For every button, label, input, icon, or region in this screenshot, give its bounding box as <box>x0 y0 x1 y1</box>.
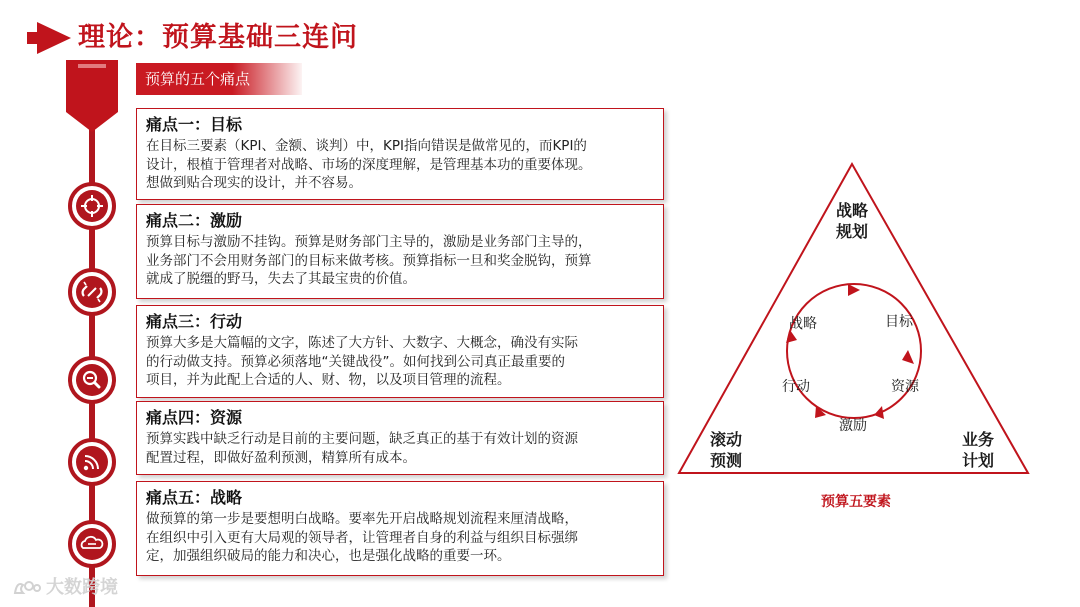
pain-point-body <box>146 334 653 390</box>
zoom-out-icon <box>70 358 114 402</box>
page-title: 理论：预算基础三连问 <box>78 22 358 53</box>
pain-point-title: 痛点一：目标 <box>146 115 243 134</box>
cycle-label-incentive: 激励 <box>839 418 867 434</box>
corner-top-label-line-2: 规划 <box>835 222 868 241</box>
pain-point-card-1 <box>136 108 664 200</box>
pain-point-line: 业务部门不会用财务部门的目标来做考核。预算指标一旦和奖金脱钩，预算 <box>146 252 592 269</box>
pain-point-title: 痛点二：激励 <box>146 211 243 230</box>
pain-point-card-2 <box>136 204 664 299</box>
pain-point-line: 定，加强组织破局的能力和决心，也是强化战略的重要一环。 <box>146 548 511 564</box>
pain-point-card-3 <box>136 305 664 398</box>
watermark <box>12 575 118 601</box>
pain-point-line: 就成了脱缰的野马，失去了其最宝贵的价值。 <box>146 271 416 287</box>
pain-point-card-4 <box>136 401 664 475</box>
pain-point-title: 痛点三：行动 <box>146 312 243 331</box>
diagram-caption: 预算五要素 <box>821 494 891 510</box>
cycle-arrow <box>874 406 884 419</box>
pain-point-body <box>146 137 653 193</box>
watermark-logo-icon <box>12 577 42 599</box>
rss-icon <box>70 440 114 484</box>
pain-point-line: 的行动做支持。预算必须落地“关键战役”。如何找到公司真正最重要的 <box>146 353 565 370</box>
corner-left-label-line-1: 滚动 <box>709 430 742 449</box>
broken-link-icon <box>70 270 114 314</box>
corner-top-label-line-1: 战略 <box>835 201 868 220</box>
cycle-arrow <box>902 350 914 364</box>
pain-point-body <box>146 510 653 566</box>
title-arrow-icon <box>27 18 71 58</box>
timeline <box>60 60 124 607</box>
pain-point-card-5 <box>136 481 664 576</box>
corner-left-label-line-2: 预测 <box>709 451 742 470</box>
cloud-sync-icon <box>70 522 114 566</box>
pain-point-line: 预算大多是大篇幅的文字，陈述了大方针、大数字、大概念，确没有实际 <box>146 335 578 351</box>
pain-point-line: 想做到贴合现实的设计，并不容易。 <box>146 175 362 191</box>
cycle-label-resources: 资源 <box>891 379 919 395</box>
section-subtitle: 预算的五个痛点 <box>136 63 302 95</box>
pain-point-title: 痛点五：战略 <box>146 488 243 507</box>
pain-point-line: 在组织中引入更有大局观的领导者，让管理者自身的利益与组织目标强绑 <box>146 529 578 546</box>
watermark-text: 大数跨境 <box>46 577 118 598</box>
cycle-label-strategy: 战略 <box>789 316 817 332</box>
pain-point-title: 痛点四：资源 <box>146 408 243 427</box>
pain-point-line: 配置过程，即做好盈利预测，精算所有成本。 <box>146 449 416 466</box>
pain-point-body <box>146 233 653 289</box>
pain-point-line: 预算实践中缺乏行动是目前的主要问题，缺乏真正的基于有效计划的资源 <box>146 431 578 447</box>
corner-right-label-line-1: 业务 <box>961 430 994 449</box>
pain-point-body <box>146 430 653 467</box>
cycle-label-goal: 目标 <box>885 314 913 330</box>
cycle-arrow <box>848 284 860 296</box>
pain-point-line: 预算目标与激励不挂钩。预算是财务部门主导的，激励是业务部门主导的， <box>146 234 592 250</box>
corner-right-label-line-2: 计划 <box>961 451 994 470</box>
cycle-label-action: 行动 <box>782 379 810 395</box>
pain-point-line: 设计，根植于管理者对战略、市场的深度理解，是管理基本功的重要体现。 <box>146 156 592 173</box>
target-icon <box>70 184 114 228</box>
pain-point-line: 做预算的第一步是要想明白战略。要率先开启战略规划流程来厘清战略， <box>146 511 578 527</box>
pain-point-line: 项目，并为此配上合适的人、财、物，以及项目管理的流程。 <box>146 372 511 388</box>
pain-point-line: 在目标三要素（KPI、金额、谈判）中，KPI指向错误是做常见的，而KPI的 <box>146 138 587 154</box>
